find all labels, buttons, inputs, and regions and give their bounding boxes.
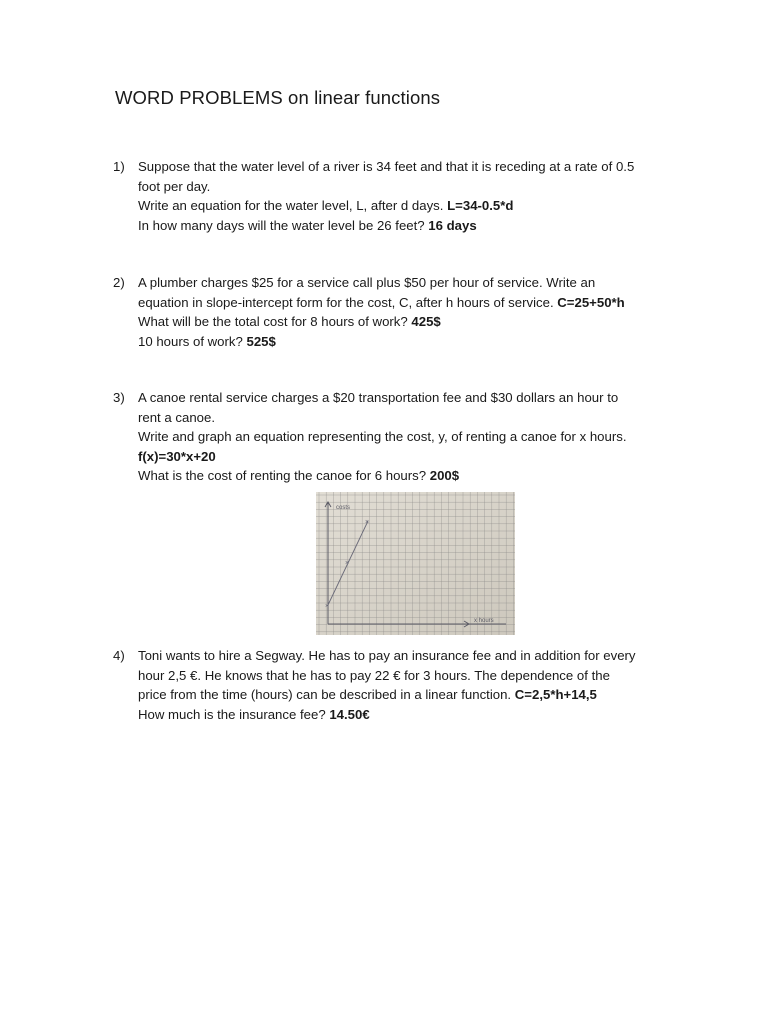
question-text: A plumber charges $25 for a service call plus $50 per hour of service. Write an <box>138 275 596 290</box>
question-text: hour 2,5 €. He knows that he has to pay 22 € for 3 hours. The dependence of the <box>138 667 610 683</box>
answer-text: C=2,5*h+14,5 <box>514 687 597 702</box>
problem-2 <box>113 273 693 351</box>
question-text: Write an equation for the water level, L, after d days. <box>138 198 448 213</box>
plot-point-marker: × <box>325 603 330 610</box>
graph-paper-photo <box>316 492 515 635</box>
problem-line <box>138 685 693 705</box>
problem-4 <box>113 646 693 724</box>
plot-point-marker: × <box>365 519 370 526</box>
problem-number: 4) <box>113 648 125 663</box>
problem-line <box>138 646 693 666</box>
answer-text: 425$ <box>411 314 441 329</box>
question-text: What is the cost of renting the canoe for 6 hours? <box>138 468 430 483</box>
problem-number: 2) <box>113 275 125 290</box>
question-text: equation in slope-intercept form for the cost, C, after h hours of service. <box>138 294 558 310</box>
problem-line <box>138 273 693 293</box>
question-text: How much is the insurance fee? <box>138 706 330 722</box>
problem-number: 1) <box>113 159 125 174</box>
question-text: price from the time (hours) can be described in a linear function. <box>138 687 515 702</box>
answer-text: 14.50€ <box>329 706 370 722</box>
y-axis-label: costs <box>336 505 351 511</box>
problem-number: 3) <box>113 390 125 405</box>
question-text: What will be the total cost for 8 hours of work? <box>138 314 412 329</box>
problem-line <box>138 666 693 686</box>
answer-text: L=34-0.5*d <box>447 198 514 213</box>
problem-line <box>138 705 693 725</box>
problem-line <box>138 196 693 216</box>
problem-line <box>138 293 693 313</box>
plot-point-marker: × <box>345 560 350 567</box>
problem-line <box>138 312 693 332</box>
problem-line <box>138 216 693 236</box>
answer-text: 525$ <box>246 333 276 349</box>
problem-line <box>138 332 693 352</box>
problem-line <box>138 447 693 467</box>
question-text: Toni wants to hire a Segway. He has to pay an insurance fee and in addition for every <box>138 648 636 663</box>
problem-line <box>138 466 693 486</box>
problem-line <box>138 177 693 197</box>
question-text: rent a canoe. <box>138 409 215 425</box>
hand-drawn-graph <box>316 492 515 635</box>
problem-1 <box>113 157 693 235</box>
problem-line <box>138 388 693 408</box>
problem-line <box>138 408 693 428</box>
problem-3 <box>113 388 693 486</box>
question-text: 10 hours of work? <box>138 333 247 349</box>
question-text: foot per day. <box>138 178 211 194</box>
x-axis-label: x hours <box>474 618 494 624</box>
problem-line <box>138 157 693 177</box>
answer-text: C=25+50*h <box>557 294 625 310</box>
question-text: A canoe rental service charges a $20 transportation fee and $30 dollars an hour to <box>138 390 619 405</box>
question-text: In how many days will the water level be 26 feet? <box>138 217 429 233</box>
question-text: Write and graph an equation representing the cost, y, of renting a canoe for x hours. <box>138 429 627 444</box>
page-title: WORD PROBLEMS on linear functions <box>115 87 441 108</box>
answer-text: f(x)=30*x+20 <box>138 448 216 464</box>
question-text: Suppose that the water level of a river is 34 feet and that it is receding at a rate of 0.5 <box>138 159 635 174</box>
answer-text: 200$ <box>429 468 460 483</box>
answer-text: 16 days <box>428 217 477 233</box>
problem-line <box>138 427 693 447</box>
